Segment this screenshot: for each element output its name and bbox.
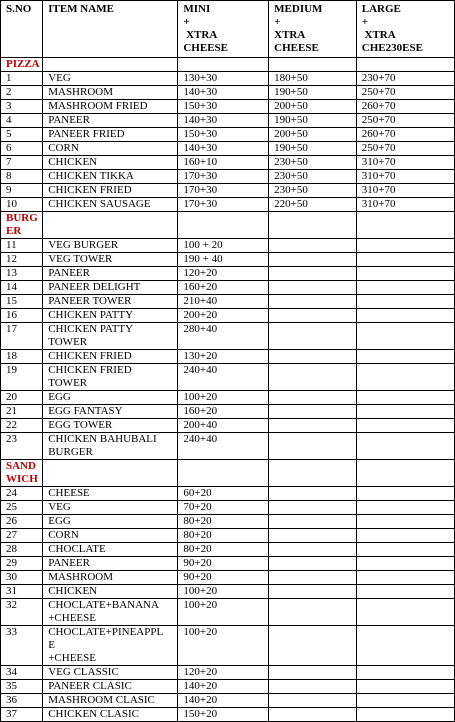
mini-price-cell: 210+40 — [178, 295, 269, 309]
medium-price-cell: 200+50 — [269, 128, 357, 142]
item-name-cell: CHICKEN PATTY TOWER — [43, 323, 178, 350]
item-name-cell: CHOCLATE+PINEAPPL E +CHEESE — [43, 626, 178, 666]
mini-price-cell: 160+20 — [178, 281, 269, 295]
medium-price-cell — [269, 626, 357, 666]
table-row — [1, 433, 455, 460]
item-name-cell: CORN — [43, 142, 178, 156]
large-price-cell — [356, 571, 454, 585]
large-price-cell — [356, 419, 454, 433]
mini-price-cell: 130+30 — [178, 72, 269, 86]
mini-price-cell: 100+20 — [178, 585, 269, 599]
mini-price-cell: 200+20 — [178, 309, 269, 323]
item-name-cell: CHEESE — [43, 487, 178, 501]
sno-cell: 20 — [1, 391, 43, 405]
item-name-cell: PANEER DELIGHT — [43, 281, 178, 295]
table-row — [1, 585, 455, 599]
mini-price-cell: 200+40 — [178, 419, 269, 433]
sno-cell: 35 — [1, 680, 43, 694]
sno-cell: 30 — [1, 571, 43, 585]
mini-price-cell: 120+20 — [178, 267, 269, 281]
sno-cell: 9 — [1, 184, 43, 198]
table-row — [1, 501, 455, 515]
header-mini-line: + — [183, 16, 190, 28]
large-price-cell — [356, 391, 454, 405]
large-price-cell — [356, 501, 454, 515]
table-row — [1, 309, 455, 323]
item-name-cell: EGG — [43, 391, 178, 405]
sno-cell: 7 — [1, 156, 43, 170]
table-row — [1, 666, 455, 680]
item-name-cell: PANEER — [43, 114, 178, 128]
mini-price-cell: 100+20 — [178, 391, 269, 405]
sno-cell: 21 — [1, 405, 43, 419]
large-price-cell — [356, 309, 454, 323]
table-row — [1, 323, 455, 350]
large-price-cell: 310+70 — [356, 156, 454, 170]
table-row — [1, 198, 455, 212]
large-price-cell — [356, 253, 454, 267]
large-price-cell — [356, 708, 454, 722]
table-row — [1, 72, 455, 86]
section-empty-cell — [269, 212, 357, 239]
mini-price-cell: 100+20 — [178, 626, 269, 666]
mini-price-cell: 160+20 — [178, 405, 269, 419]
item-name-cell: CHICKEN FRIED — [43, 184, 178, 198]
large-price-cell — [356, 239, 454, 253]
item-name-cell: CHICKEN SAUSAGE — [43, 198, 178, 212]
item-name-cell: EGG TOWER — [43, 419, 178, 433]
section-empty-cell — [269, 58, 357, 72]
item-name-cell: VEG — [43, 501, 178, 515]
item-name-cell: MASHROOM — [43, 571, 178, 585]
medium-price-cell — [269, 419, 357, 433]
sno-cell: 1 — [1, 72, 43, 86]
sno-cell: 24 — [1, 487, 43, 501]
mini-price-cell: 140+20 — [178, 694, 269, 708]
large-price-cell — [356, 364, 454, 391]
table-row — [1, 239, 455, 253]
sno-cell: 10 — [1, 198, 43, 212]
large-price-cell — [356, 295, 454, 309]
mini-price-cell: 170+30 — [178, 198, 269, 212]
section-empty-cell — [269, 460, 357, 487]
large-price-cell — [356, 267, 454, 281]
medium-price-cell — [269, 239, 357, 253]
sno-cell: 5 — [1, 128, 43, 142]
mini-price-cell: 60+20 — [178, 487, 269, 501]
item-name-cell: CHICKEN TIKKA — [43, 170, 178, 184]
header-medium-line: XTRA — [274, 29, 306, 41]
large-price-cell — [356, 487, 454, 501]
mini-price-cell: 90+20 — [178, 557, 269, 571]
section-empty-cell — [178, 212, 269, 239]
header-large-line: LARGE — [361, 3, 401, 15]
table-row — [1, 364, 455, 391]
section-empty-cell — [43, 212, 178, 239]
header-item-name: ITEM NAME — [43, 1, 178, 58]
section-empty-cell — [43, 58, 178, 72]
medium-price-cell — [269, 694, 357, 708]
large-price-cell — [356, 585, 454, 599]
large-price-cell — [356, 557, 454, 571]
table-row — [1, 543, 455, 557]
item-name-cell: PANEER FRIED — [43, 128, 178, 142]
large-price-cell — [356, 323, 454, 350]
mini-price-cell: 80+20 — [178, 543, 269, 557]
header-mini — [178, 1, 269, 58]
header-large — [356, 1, 454, 58]
section-empty-cell — [356, 212, 454, 239]
medium-price-cell: 190+50 — [269, 86, 357, 100]
large-price-cell: 260+70 — [356, 100, 454, 114]
table-row — [1, 100, 455, 114]
mini-price-cell: 140+30 — [178, 86, 269, 100]
large-price-cell — [356, 680, 454, 694]
item-name-cell: PANEER — [43, 267, 178, 281]
large-price-cell — [356, 543, 454, 557]
large-price-cell: 250+70 — [356, 86, 454, 100]
section-empty-cell — [178, 460, 269, 487]
mini-price-cell: 80+20 — [178, 515, 269, 529]
sno-cell: 26 — [1, 515, 43, 529]
section-row — [1, 460, 455, 487]
item-name-cell: PANEER CLASIC — [43, 680, 178, 694]
table-row — [1, 267, 455, 281]
mini-price-cell: 140+20 — [178, 680, 269, 694]
medium-price-cell — [269, 571, 357, 585]
large-price-cell: 310+70 — [356, 170, 454, 184]
item-name-cell: VEG BURGER — [43, 239, 178, 253]
mini-price-cell: 280+40 — [178, 323, 269, 350]
medium-price-cell — [269, 281, 357, 295]
header-medium — [269, 1, 357, 58]
medium-price-cell: 230+50 — [269, 184, 357, 198]
item-name-cell: MASHROOM FRIED — [43, 100, 178, 114]
table-row — [1, 405, 455, 419]
sno-cell: 6 — [1, 142, 43, 156]
medium-price-cell: 200+50 — [269, 100, 357, 114]
item-name-cell: VEG TOWER — [43, 253, 178, 267]
table-row — [1, 86, 455, 100]
item-name-cell: CHICKEN FRIED — [43, 350, 178, 364]
sno-cell: 11 — [1, 239, 43, 253]
header-large-line: XTRA — [361, 29, 396, 41]
medium-price-cell: 230+50 — [269, 156, 357, 170]
table-row — [1, 529, 455, 543]
large-price-cell: 260+70 — [356, 128, 454, 142]
mini-price-cell: 190 + 40 — [178, 253, 269, 267]
medium-price-cell — [269, 391, 357, 405]
item-name-cell: EGG FANTASY — [43, 405, 178, 419]
table-row — [1, 170, 455, 184]
medium-price-cell: 190+50 — [269, 142, 357, 156]
table-row — [1, 295, 455, 309]
large-price-cell: 230+70 — [356, 72, 454, 86]
sno-cell: 36 — [1, 694, 43, 708]
item-name-cell: CHOCLATE+BANANA +CHEESE — [43, 599, 178, 626]
header-medium-line: CHEESE — [274, 42, 319, 54]
item-name-cell: MASHROOM CLASIC — [43, 694, 178, 708]
medium-price-cell — [269, 350, 357, 364]
table-row — [1, 114, 455, 128]
sno-cell: 13 — [1, 267, 43, 281]
medium-price-cell — [269, 515, 357, 529]
sno-cell: 19 — [1, 364, 43, 391]
mini-price-cell: 140+30 — [178, 142, 269, 156]
section-row — [1, 58, 455, 72]
large-price-cell — [356, 666, 454, 680]
item-name-cell: CHICKEN BAHUBALI BURGER — [43, 433, 178, 460]
item-name-cell: VEG CLASSIC — [43, 666, 178, 680]
sno-cell: 4 — [1, 114, 43, 128]
table-row — [1, 708, 455, 722]
header-mini-line: MINI — [183, 3, 211, 15]
table-row — [1, 694, 455, 708]
large-price-cell: 250+70 — [356, 142, 454, 156]
table-row — [1, 350, 455, 364]
table-row — [1, 680, 455, 694]
sno-cell: 25 — [1, 501, 43, 515]
header-medium-line: MEDIUM — [274, 3, 323, 15]
medium-price-cell — [269, 708, 357, 722]
sno-cell: 31 — [1, 585, 43, 599]
section-title: PIZZA — [1, 58, 43, 72]
medium-price-cell — [269, 585, 357, 599]
header-mini-line: XTRA — [183, 29, 218, 41]
large-price-cell — [356, 626, 454, 666]
sno-cell: 8 — [1, 170, 43, 184]
table-row — [1, 142, 455, 156]
medium-price-cell — [269, 487, 357, 501]
item-name-cell: VEG — [43, 72, 178, 86]
sno-cell: 14 — [1, 281, 43, 295]
table-row — [1, 557, 455, 571]
mini-price-cell: 100 + 20 — [178, 239, 269, 253]
medium-price-cell — [269, 364, 357, 391]
mini-price-cell: 150+30 — [178, 100, 269, 114]
table-row — [1, 184, 455, 198]
mini-price-cell: 240+40 — [178, 433, 269, 460]
medium-price-cell — [269, 323, 357, 350]
large-price-cell — [356, 405, 454, 419]
table-row — [1, 515, 455, 529]
medium-price-cell — [269, 680, 357, 694]
table-row — [1, 487, 455, 501]
table-row — [1, 599, 455, 626]
item-name-cell: CHICKEN — [43, 585, 178, 599]
sno-cell: 15 — [1, 295, 43, 309]
table-row — [1, 571, 455, 585]
table-row — [1, 253, 455, 267]
header-large-line: CHE230ESE — [361, 42, 423, 54]
header-medium-line: + — [274, 16, 281, 28]
section-empty-cell — [178, 58, 269, 72]
header-row — [1, 1, 455, 58]
large-price-cell: 310+70 — [356, 184, 454, 198]
sno-cell: 22 — [1, 419, 43, 433]
medium-price-cell — [269, 501, 357, 515]
header-large-line: + — [361, 16, 369, 28]
sno-cell: 34 — [1, 666, 43, 680]
sno-cell: 12 — [1, 253, 43, 267]
item-name-cell: PANEER TOWER — [43, 295, 178, 309]
sno-cell: 32 — [1, 599, 43, 626]
item-name-cell: CHICKEN PATTY — [43, 309, 178, 323]
mini-price-cell: 100+20 — [178, 599, 269, 626]
table-row — [1, 419, 455, 433]
section-empty-cell — [356, 460, 454, 487]
sno-cell: 27 — [1, 529, 43, 543]
sno-cell: 28 — [1, 543, 43, 557]
medium-price-cell — [269, 405, 357, 419]
section-row — [1, 212, 455, 239]
large-price-cell — [356, 599, 454, 626]
large-price-cell: 250+70 — [356, 114, 454, 128]
medium-price-cell: 220+50 — [269, 198, 357, 212]
item-name-cell: CHICKEN FRIED TOWER — [43, 364, 178, 391]
medium-price-cell — [269, 543, 357, 557]
large-price-cell — [356, 515, 454, 529]
sno-cell: 18 — [1, 350, 43, 364]
large-price-cell — [356, 350, 454, 364]
sno-cell: 3 — [1, 100, 43, 114]
section-empty-cell — [43, 460, 178, 487]
item-name-cell: CORN — [43, 529, 178, 543]
mini-price-cell: 150+30 — [178, 128, 269, 142]
item-name-cell: EGG — [43, 515, 178, 529]
sno-cell: 17 — [1, 323, 43, 350]
medium-price-cell — [269, 557, 357, 571]
section-title: BURGER — [1, 212, 43, 239]
large-price-cell: 310+70 — [356, 198, 454, 212]
table-row — [1, 281, 455, 295]
item-name-cell: CHOCLATE — [43, 543, 178, 557]
medium-price-cell — [269, 666, 357, 680]
header-mini-line: CHEESE — [183, 42, 228, 54]
section-empty-cell — [356, 58, 454, 72]
mini-price-cell: 90+20 — [178, 571, 269, 585]
mini-price-cell: 70+20 — [178, 501, 269, 515]
medium-price-cell — [269, 529, 357, 543]
medium-price-cell — [269, 599, 357, 626]
medium-price-cell — [269, 433, 357, 460]
mini-price-cell: 240+40 — [178, 364, 269, 391]
mini-price-cell: 170+30 — [178, 170, 269, 184]
sno-cell: 33 — [1, 626, 43, 666]
mini-price-cell: 130+20 — [178, 350, 269, 364]
table-row — [1, 156, 455, 170]
medium-price-cell — [269, 253, 357, 267]
mini-price-cell: 160+10 — [178, 156, 269, 170]
medium-price-cell: 230+50 — [269, 170, 357, 184]
item-name-cell: CHICKEN — [43, 156, 178, 170]
mini-price-cell: 170+30 — [178, 184, 269, 198]
item-name-cell: MASHROOM — [43, 86, 178, 100]
large-price-cell — [356, 281, 454, 295]
sno-cell: 16 — [1, 309, 43, 323]
item-name-cell: CHICKEN CLASIC — [43, 708, 178, 722]
large-price-cell — [356, 694, 454, 708]
medium-price-cell — [269, 295, 357, 309]
section-title: SANDWICH — [1, 460, 43, 487]
item-name-cell: PANEER — [43, 557, 178, 571]
header-sno: S.NO — [1, 1, 43, 58]
medium-price-cell — [269, 267, 357, 281]
medium-price-cell: 190+50 — [269, 114, 357, 128]
large-price-cell — [356, 433, 454, 460]
medium-price-cell — [269, 309, 357, 323]
mini-price-cell: 120+20 — [178, 666, 269, 680]
sno-cell: 37 — [1, 708, 43, 722]
sno-cell: 29 — [1, 557, 43, 571]
sno-cell: 2 — [1, 86, 43, 100]
mini-price-cell: 140+30 — [178, 114, 269, 128]
table-row — [1, 128, 455, 142]
table-row — [1, 626, 455, 666]
mini-price-cell: 150+20 — [178, 708, 269, 722]
table-row — [1, 391, 455, 405]
menu-body — [1, 58, 455, 722]
sno-cell: 23 — [1, 433, 43, 460]
medium-price-cell: 180+50 — [269, 72, 357, 86]
mini-price-cell: 80+20 — [178, 529, 269, 543]
large-price-cell — [356, 529, 454, 543]
